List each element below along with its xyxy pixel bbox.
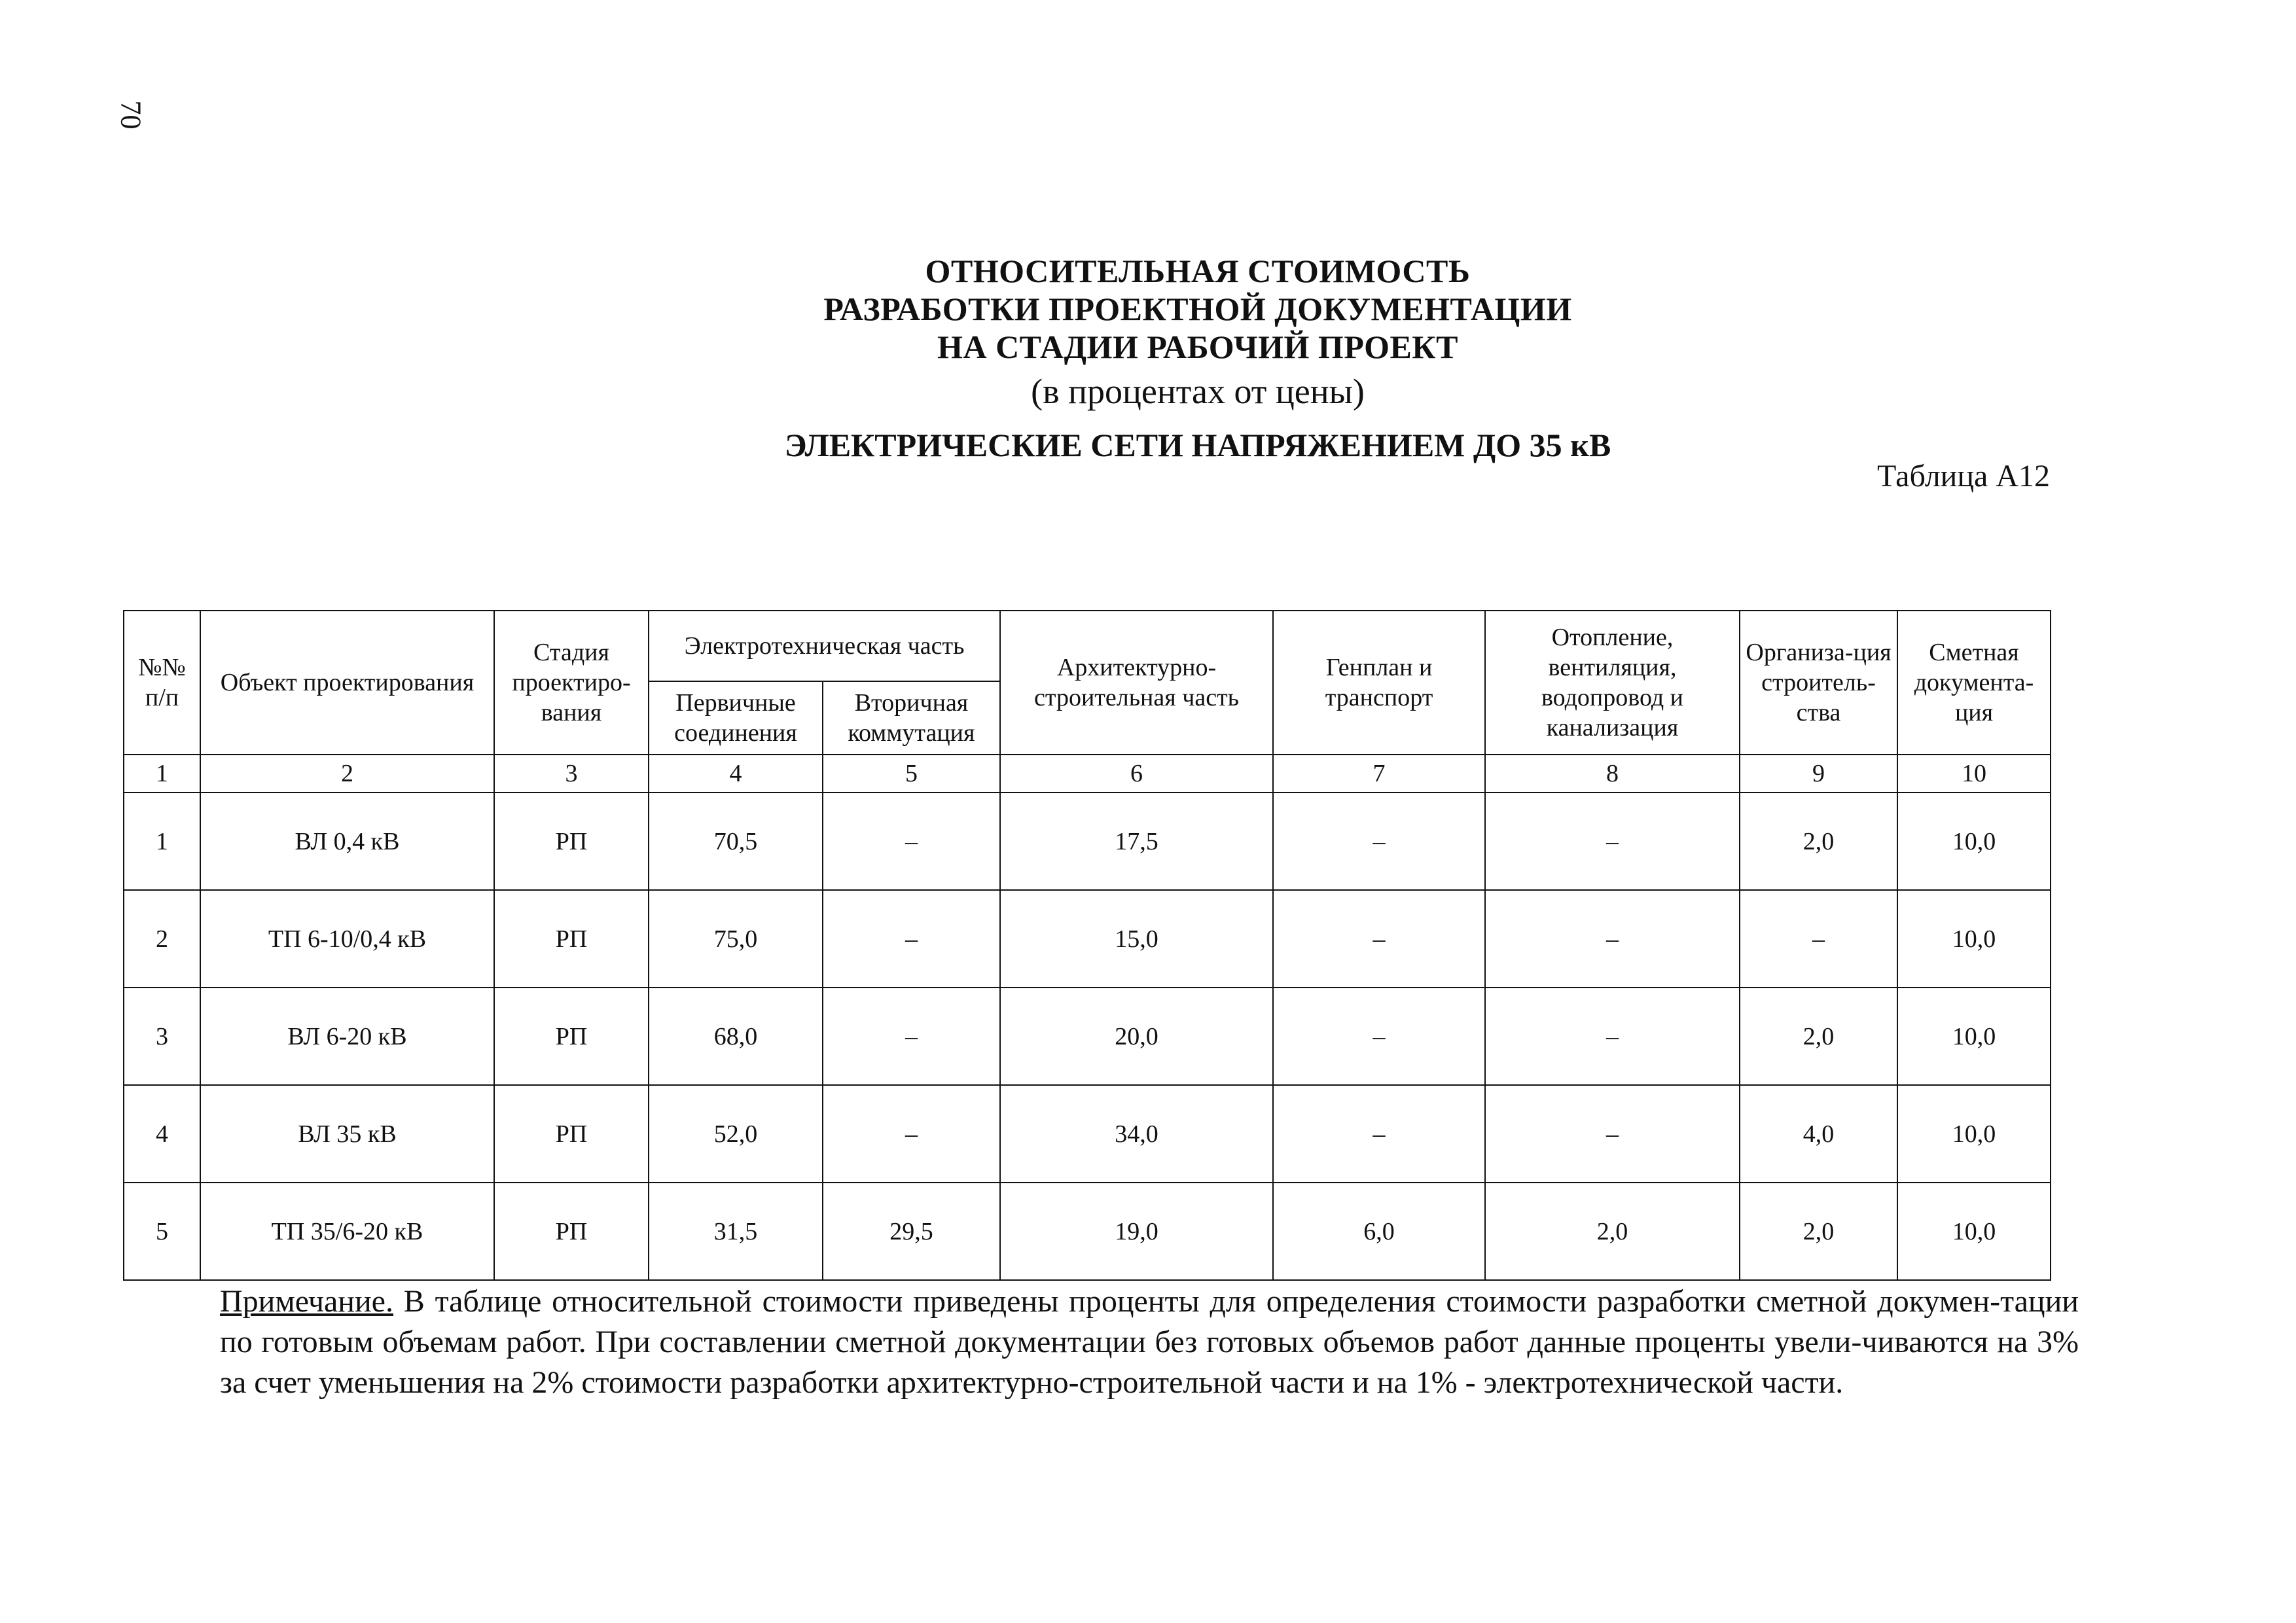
- note-text: В таблице относительной стоимости приведены проценты для определения стоимости разработки сметной докумен-тации по готовым объемам работ. При составлении сметной документации без готовых объемов работ данные проценты увели-чиваются на 3% за счет уменьшения на 2% стоимости разработки архитектурно-строительной части и на 1% - электротехнической части.: [220, 1284, 2079, 1400]
- note: [220, 1281, 2079, 1403]
- cell-object: ВЛ 35 кВ: [200, 1085, 494, 1183]
- cell-num: 1: [124, 793, 200, 890]
- cell-num: 4: [124, 1085, 200, 1183]
- cell-stage: РП: [494, 988, 649, 1085]
- cell-estimate: 10,0: [1897, 988, 2051, 1085]
- header-org: Организа-ция строитель-ства: [1740, 611, 1897, 755]
- cell-heating: –: [1485, 1085, 1740, 1183]
- title-block: [576, 252, 1820, 464]
- cell-object: ВЛ 6-20 кВ: [200, 988, 494, 1085]
- column-number: 1: [124, 755, 200, 793]
- column-number: 7: [1273, 755, 1485, 793]
- cell-genplan: –: [1273, 890, 1485, 988]
- cell-genplan: –: [1273, 1085, 1485, 1183]
- cell-genplan: –: [1273, 793, 1485, 890]
- cell-org: 2,0: [1740, 988, 1897, 1085]
- title-line-3: НА СТАДИИ РАБОЧИЙ ПРОЕКТ: [937, 329, 1458, 365]
- cell-num: 3: [124, 988, 200, 1085]
- column-number: 2: [200, 755, 494, 793]
- header-electro: Электротехническая часть: [649, 611, 1000, 681]
- column-number: 9: [1740, 755, 1897, 793]
- table-body: [124, 755, 2051, 1280]
- cell-secondary: –: [823, 988, 1000, 1085]
- header-heating: Отопление, вентиляция, водопровод и канализация: [1485, 611, 1740, 755]
- cell-object: ВЛ 0,4 кВ: [200, 793, 494, 890]
- column-number: 5: [823, 755, 1000, 793]
- cell-genplan: 6,0: [1273, 1183, 1485, 1280]
- column-number: 10: [1897, 755, 2051, 793]
- cell-heating: –: [1485, 890, 1740, 988]
- table-row: [124, 890, 2051, 988]
- header-stage: Стадия проектиро-вания: [494, 611, 649, 755]
- header-estimate: Сметная документа-ция: [1897, 611, 2051, 755]
- cell-primary: 70,5: [649, 793, 823, 890]
- cell-heating: 2,0: [1485, 1183, 1740, 1280]
- header-genplan: Генплан и транспорт: [1273, 611, 1485, 755]
- cell-stage: РП: [494, 890, 649, 988]
- cell-stage: РП: [494, 1183, 649, 1280]
- page-number: 70: [115, 100, 147, 130]
- cell-arch: 20,0: [1000, 988, 1273, 1085]
- header-primary: Первичные соединения: [649, 681, 823, 755]
- cell-secondary: 29,5: [823, 1183, 1000, 1280]
- cell-stage: РП: [494, 1085, 649, 1183]
- table-label: Таблица А12: [1877, 459, 2050, 493]
- cell-object: ТП 6-10/0,4 кВ: [200, 890, 494, 988]
- column-number-row: [124, 755, 2051, 793]
- header-arch: Архитектурно-строительная часть: [1000, 611, 1273, 755]
- cell-arch: 34,0: [1000, 1085, 1273, 1183]
- subtitle: (в процентах от цены): [1031, 372, 1365, 411]
- cost-table-wrapper: [123, 610, 2050, 1281]
- header-object: Объект проектирования: [200, 611, 494, 755]
- section-title: ЭЛЕКТРИЧЕСКИЕ СЕТИ НАПРЯЖЕНИЕМ ДО 35 кВ: [784, 427, 1611, 463]
- cell-arch: 17,5: [1000, 793, 1273, 890]
- cell-arch: 15,0: [1000, 890, 1273, 988]
- table-row: [124, 1085, 2051, 1183]
- cell-estimate: 10,0: [1897, 1085, 2051, 1183]
- title-line-1: ОТНОСИТЕЛЬНАЯ СТОИМОСТЬ: [925, 253, 1471, 289]
- cell-secondary: –: [823, 1085, 1000, 1183]
- cell-primary: 75,0: [649, 890, 823, 988]
- cell-arch: 19,0: [1000, 1183, 1273, 1280]
- cell-primary: 31,5: [649, 1183, 823, 1280]
- cell-secondary: –: [823, 890, 1000, 988]
- note-label: Примечание.: [220, 1284, 393, 1319]
- table-row: [124, 1183, 2051, 1280]
- cell-estimate: 10,0: [1897, 1183, 2051, 1280]
- cell-genplan: –: [1273, 988, 1485, 1085]
- cell-heating: –: [1485, 988, 1740, 1085]
- cell-object: ТП 35/6-20 кВ: [200, 1183, 494, 1280]
- cell-num: 5: [124, 1183, 200, 1280]
- column-number: 6: [1000, 755, 1273, 793]
- title-line-2: РАЗРАБОТКИ ПРОЕКТНОЙ ДОКУМЕНТАЦИИ: [823, 291, 1572, 327]
- column-number: 3: [494, 755, 649, 793]
- cell-org: 4,0: [1740, 1085, 1897, 1183]
- column-number: 4: [649, 755, 823, 793]
- cell-org: –: [1740, 890, 1897, 988]
- table-header: [124, 611, 2051, 755]
- cell-num: 2: [124, 890, 200, 988]
- cell-estimate: 10,0: [1897, 890, 2051, 988]
- table-row: [124, 793, 2051, 890]
- cell-org: 2,0: [1740, 793, 1897, 890]
- cell-primary: 52,0: [649, 1085, 823, 1183]
- cell-estimate: 10,0: [1897, 793, 2051, 890]
- cell-stage: РП: [494, 793, 649, 890]
- column-number: 8: [1485, 755, 1740, 793]
- cell-heating: –: [1485, 793, 1740, 890]
- cell-org: 2,0: [1740, 1183, 1897, 1280]
- table-row: [124, 988, 2051, 1085]
- cost-table: [123, 610, 2051, 1281]
- cell-primary: 68,0: [649, 988, 823, 1085]
- header-num: №№ п/п: [124, 611, 200, 755]
- header-secondary: Вторичная коммутация: [823, 681, 1000, 755]
- cell-secondary: –: [823, 793, 1000, 890]
